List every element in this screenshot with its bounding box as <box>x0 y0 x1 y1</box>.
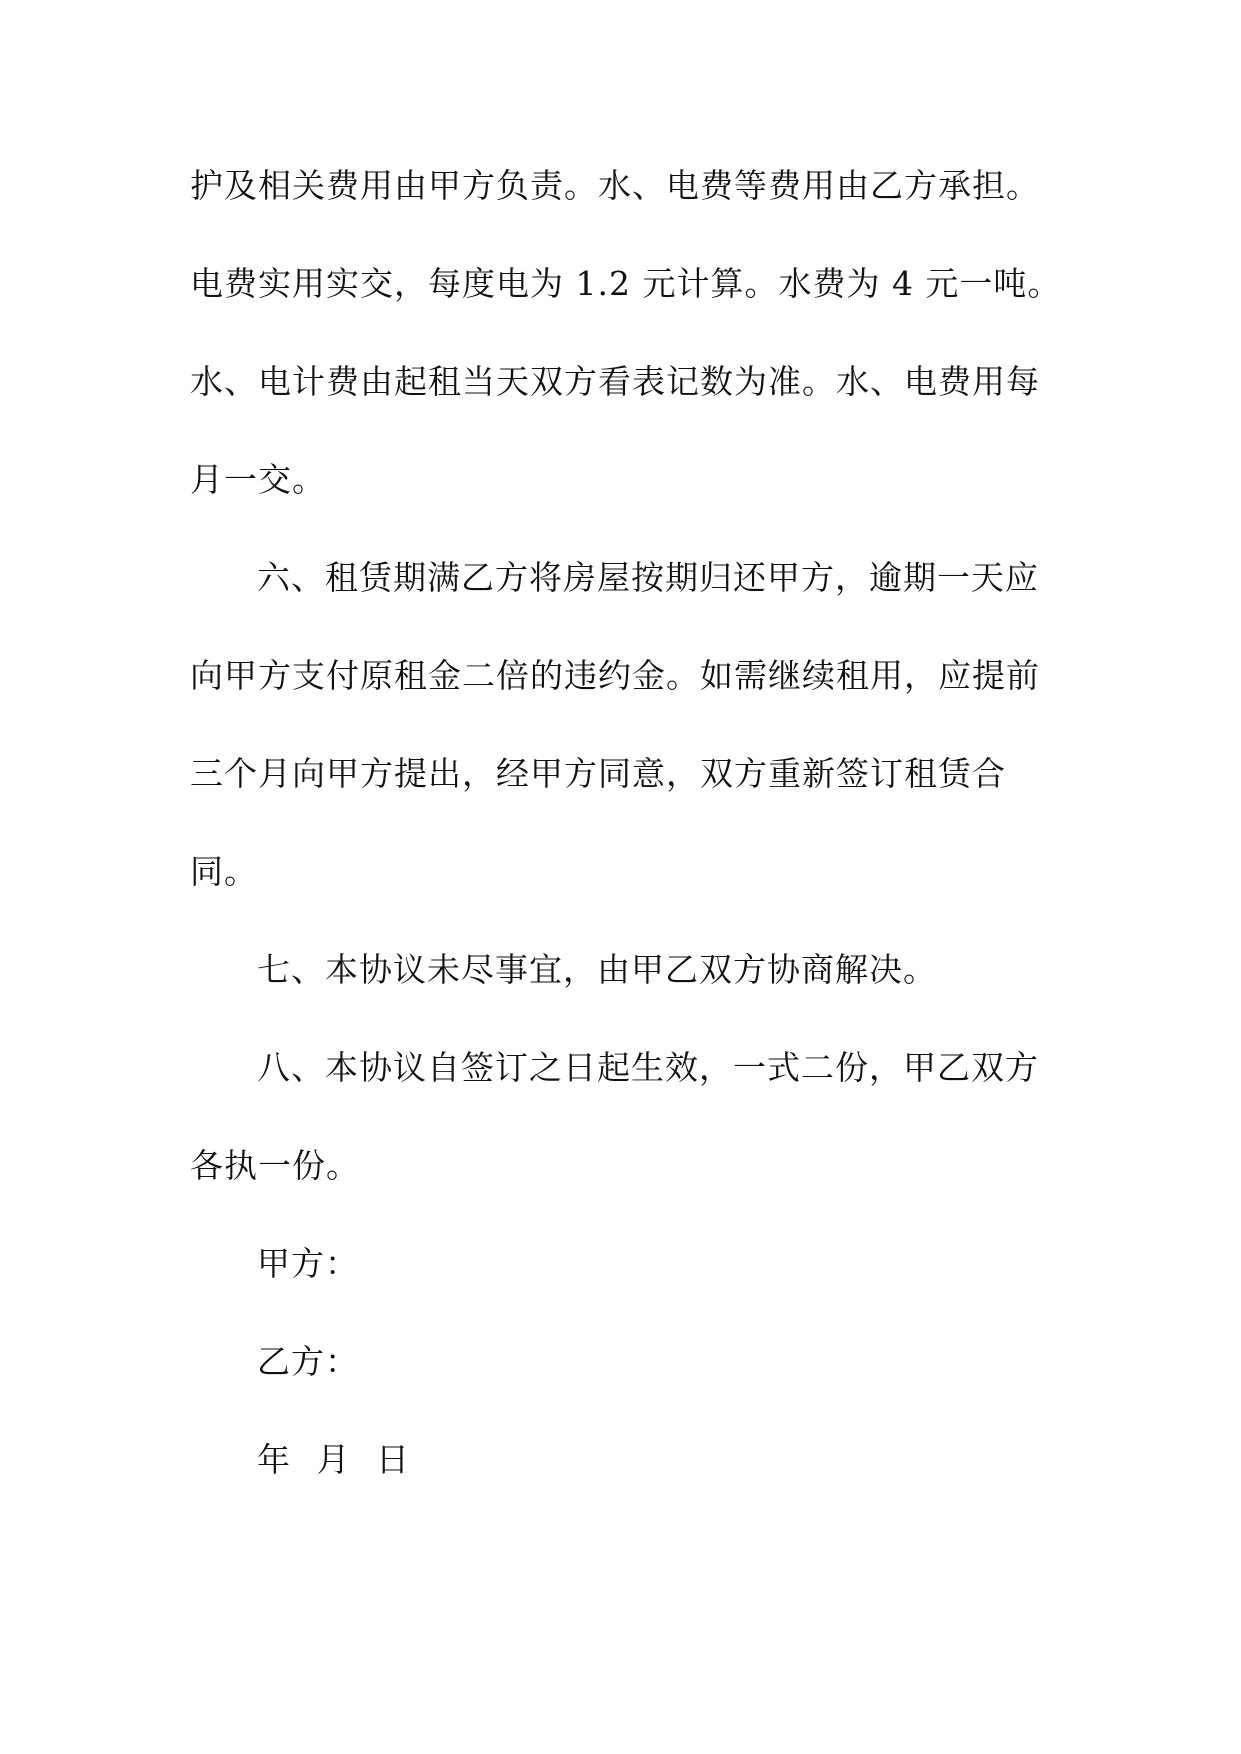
paragraph-line: 三个月向甲方提出，经甲方同意，双方重新签订租赁合 <box>190 754 1006 793</box>
paragraph-line: 电费实用实交，每度电为 1.2 元计算。水费为 4 元一吨。 <box>190 264 1062 303</box>
party-a-label: 甲方： <box>257 1244 359 1283</box>
paragraph-line: 护及相关费用由甲方负责。水、电费等费用由乙方承担。 <box>190 166 1040 205</box>
paragraph-line: 向甲方支付原租金二倍的违约金。如需继续租用，应提前 <box>190 656 1040 695</box>
clause-six-line: 六、租赁期满乙方将房屋按期归还甲方，逾期一天应 <box>257 558 1039 597</box>
clause-seven-line: 七、本协议未尽事宜，由甲乙双方协商解决。 <box>257 950 937 989</box>
clause-eight-line: 八、本协议自签订之日起生效，一式二份，甲乙双方 <box>257 1048 1039 1087</box>
paragraph-line: 月一交。 <box>190 460 326 499</box>
date-line: 年 月 日 <box>257 1440 410 1479</box>
paragraph-line: 水、电计费由起租当天双方看表记数为准。水、电费用每 <box>190 362 1040 401</box>
paragraph-line: 各执一份。 <box>190 1146 360 1185</box>
paragraph-line: 同。 <box>190 852 258 891</box>
party-b-label: 乙方： <box>257 1342 359 1381</box>
